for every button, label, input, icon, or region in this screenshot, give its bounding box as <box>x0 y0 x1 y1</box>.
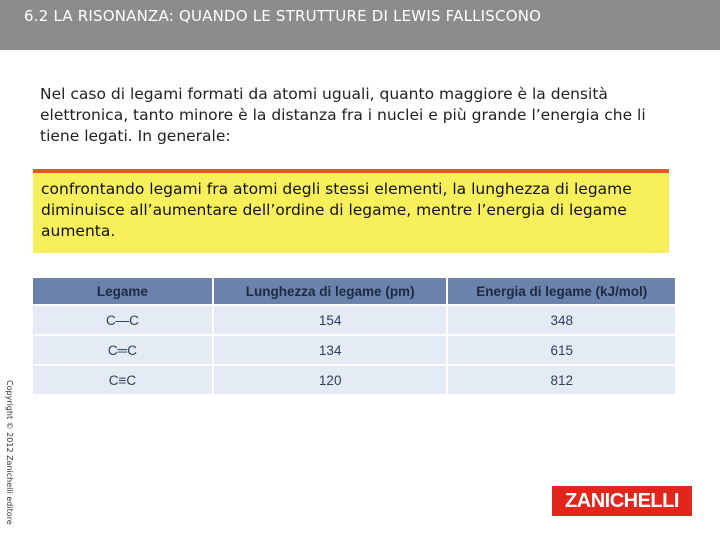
cell-length: 134 <box>213 335 448 365</box>
slide-title <box>24 7 664 26</box>
cell-energy: 615 <box>447 335 675 365</box>
cell-bond: C═C <box>33 335 213 365</box>
copyright-text: Copyright © 2012 Zanichelli editore <box>5 380 14 525</box>
cell-length: 154 <box>213 305 448 335</box>
section-number: 6.2 <box>24 7 49 25</box>
header-energy: Energia di legame (kJ/mol) <box>447 278 675 305</box>
table-row <box>33 335 675 365</box>
cell-energy: 812 <box>447 365 675 394</box>
zanichelli-logo <box>552 486 692 516</box>
cell-bond: C—C <box>33 305 213 335</box>
cell-bond: C≡C <box>33 365 213 394</box>
bond-table <box>33 278 675 394</box>
logo-text: ZANICHELLI <box>565 489 679 512</box>
copyright-notice <box>4 380 16 525</box>
intro-paragraph: Nel caso di legami formati da atomi uguali, quanto maggiore è la densità elettronica, tanto minore è la distanza fra i nuclei e più grande l’energia che li tiene legati. In generale: <box>40 85 646 145</box>
slide-header <box>0 0 720 50</box>
cell-energy: 348 <box>447 305 675 335</box>
table-row <box>33 305 675 335</box>
table-row <box>33 365 675 394</box>
header-length: Lunghezza di legame (pm) <box>213 278 448 305</box>
cell-length: 120 <box>213 365 448 394</box>
rule-text: confrontando legami fra atomi degli stessi elementi, la lunghezza di legame diminuisce all’aumentare dell’ordine di legame, mentre l’energia di legame aumenta. <box>41 180 632 240</box>
rule-highlight-box <box>33 169 669 253</box>
section-title: LA RISONANZA: QUANDO LE STRUTTURE DI LEWIS FALLISCONO <box>53 7 542 25</box>
table-header-row <box>33 278 675 305</box>
header-bond: Legame <box>33 278 213 305</box>
